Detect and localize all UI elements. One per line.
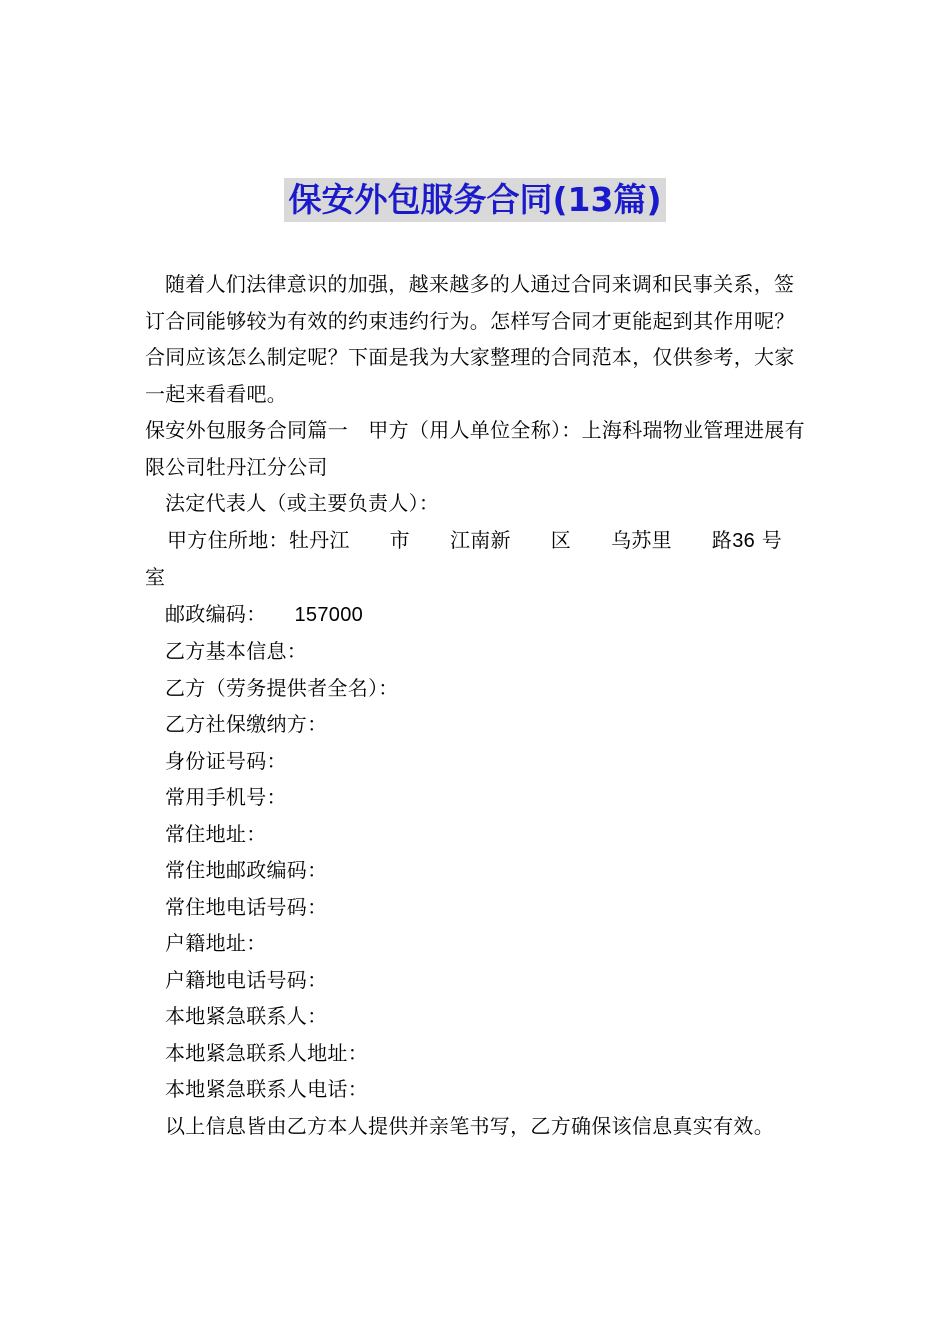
intro-paragraph: 随着人们法律意识的加强，越来越多的人通过合同来调和民事关系，签订合同能够较为有效的约束违约行为。怎样写合同才更能起到其作用呢？合同应该怎么制定呢？下面是我为大家整理的合同范本，仅供参考，大家一起来看看吧。 xyxy=(145,272,795,406)
party-b-field: 乙方（劳务提供者全名）： xyxy=(165,675,399,700)
legal-representative-field: 法定代表人（或主要负责人）： xyxy=(165,491,440,515)
postal-code-label: 邮政编码： xyxy=(165,601,267,626)
address-district-suffix: 区 xyxy=(550,527,572,552)
address-district: 江南新 xyxy=(449,527,511,552)
party-a-address xyxy=(145,522,810,560)
address-label: 甲方住所地： xyxy=(167,527,289,552)
party-a-line: 保安外包服务合同篇一 甲方（用人单位全称）：上海科瑞物业管理进展有限公司牡丹江分公司 xyxy=(145,418,805,479)
address-room: 室 xyxy=(145,565,166,589)
address-city-suffix: 市 xyxy=(389,527,410,552)
postal-code-field xyxy=(145,596,810,634)
party-b-field: 常住地电话号码： xyxy=(165,894,328,919)
party-b-field: 常用手机号： xyxy=(165,785,287,809)
party-b-field: 本地紧急联系人： xyxy=(165,1004,328,1028)
document-title: 保安外包服务合同(13篇) xyxy=(284,178,665,222)
postal-code-value: 157000 xyxy=(294,603,364,626)
address-number: 36 xyxy=(732,529,756,552)
address-city: 牡丹江 xyxy=(288,527,350,552)
address-road: 乌苏里 xyxy=(611,527,672,552)
address-number-suffix: 号 xyxy=(761,527,783,552)
closing-paragraph: 以上信息皆由乙方本人提供并亲笔书写，乙方确保该信息真实有效。 xyxy=(165,1113,774,1138)
party-b-fields-list xyxy=(145,633,810,1108)
address-road-suffix: 路 xyxy=(711,527,733,552)
party-b-field: 常住地邮政编码： xyxy=(165,858,328,882)
party-b-field: 乙方社保缴纳方： xyxy=(165,712,328,736)
party-b-field: 户籍地址： xyxy=(165,931,267,955)
document-body xyxy=(145,266,810,1144)
party-b-field: 本地紧急联系人地址： xyxy=(165,1040,368,1065)
title-container xyxy=(0,178,950,222)
party-b-field: 户籍地电话号码： xyxy=(165,967,328,992)
party-b-field: 乙方基本信息： xyxy=(165,639,308,663)
party-b-field: 本地紧急联系人电话： xyxy=(165,1077,368,1101)
party-b-field: 常住地址： xyxy=(165,821,267,846)
party-b-field: 身份证号码： xyxy=(165,748,287,773)
